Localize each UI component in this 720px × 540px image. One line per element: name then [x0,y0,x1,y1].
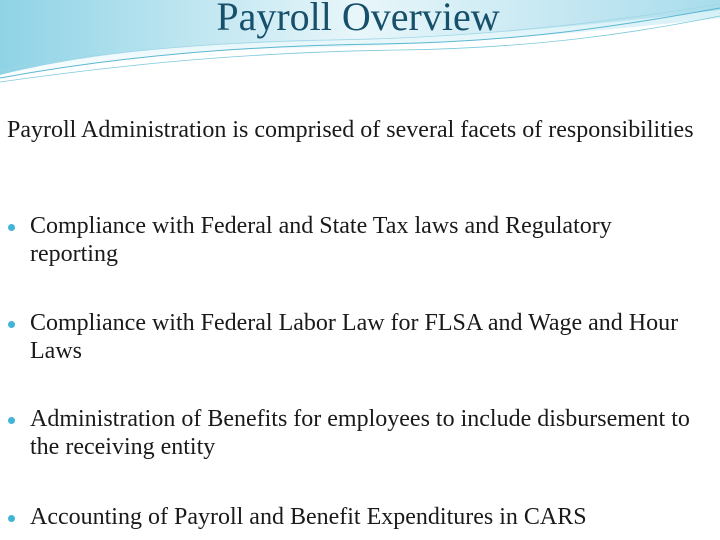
intro-paragraph: Payroll Administration is comprised of several facets of responsibilities [7,117,694,143]
bullet-text: Administration of Benefits for employees to include disbursement to the receiving entity [30,406,690,460]
slide-title: Payroll Overview [216,0,500,39]
bullet-dot-icon [0,317,20,333]
bullet-text: Compliance with Federal Labor Law for FLSA and Wage and Hour Laws [30,310,679,364]
bullet-dot-icon [0,511,20,527]
bullet-text: Accounting of Payroll and Benefit Expenditures in CARS [30,504,587,530]
bullet-dot-icon [0,413,20,429]
bullet-text: Compliance with Federal and State Tax laws and Regulatory reporting [30,213,612,267]
bullet-dot-icon [0,220,20,236]
